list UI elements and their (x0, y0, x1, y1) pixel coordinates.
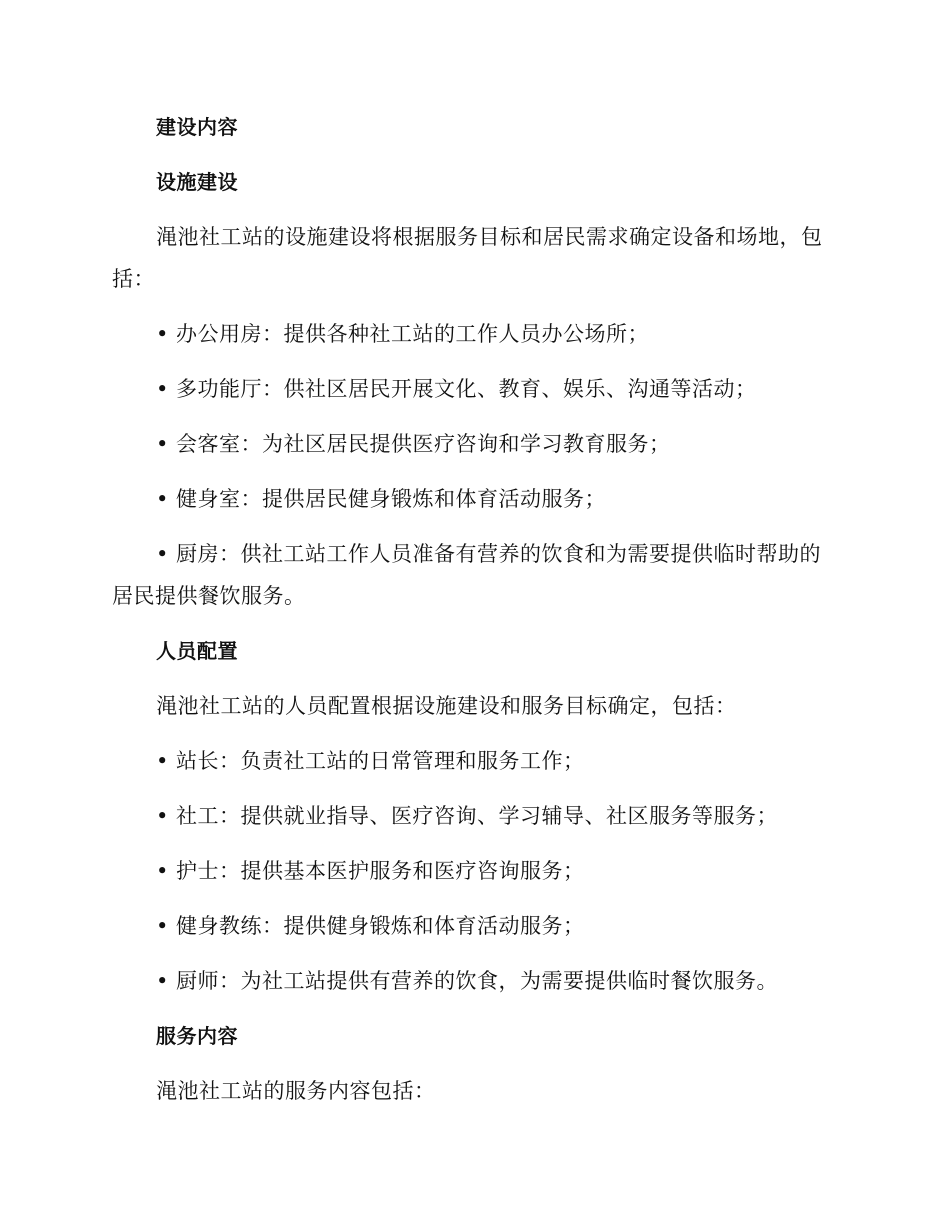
service-intro: 渑池社工站的服务内容包括： (156, 1079, 436, 1103)
list-item-continuation: 居民提供餐饮服务。 (112, 584, 306, 608)
list-item: • 健身教练：提供健身锻炼和体育活动服务； (156, 914, 585, 938)
list-item: • 办公用房：提供各种社工站的工作人员办公场所； (156, 322, 650, 346)
subsection-heading-staffing: 人员配置 (156, 639, 238, 663)
section-heading: 建设内容 (156, 115, 238, 139)
facility-intro-line1: 渑池社工站的设施建设将根据服务目标和居民需求确定设备和场地，包 (156, 225, 823, 249)
list-item: • 多功能厅：供社区居民开展文化、教育、娱乐、沟通等活动； (156, 377, 757, 401)
list-item: • 健身室：提供居民健身锻炼和体育活动服务； (156, 487, 607, 511)
subsection-heading-service: 服务内容 (156, 1024, 238, 1048)
list-item: • 厨师：为社工站提供有营养的饮食，为需要提供临时餐饮服务。 (156, 969, 779, 993)
list-item: • 会客室：为社区居民提供医疗咨询和学习教育服务； (156, 432, 671, 456)
subsection-heading-facility: 设施建设 (156, 170, 238, 194)
list-item: • 站长：负责社工站的日常管理和服务工作； (156, 749, 585, 773)
list-item: • 厨房：供社工站工作人员准备有营养的饮食和为需要提供临时帮助的 (156, 542, 822, 566)
staffing-intro: 渑池社工站的人员配置根据设施建设和服务目标确定，包括： (156, 694, 737, 718)
facility-intro-line2: 括： (112, 267, 155, 291)
list-item: • 社工：提供就业指导、医疗咨询、学习辅导、社区服务等服务； (156, 804, 779, 828)
list-item: • 护士：提供基本医护服务和医疗咨询服务； (156, 859, 585, 883)
